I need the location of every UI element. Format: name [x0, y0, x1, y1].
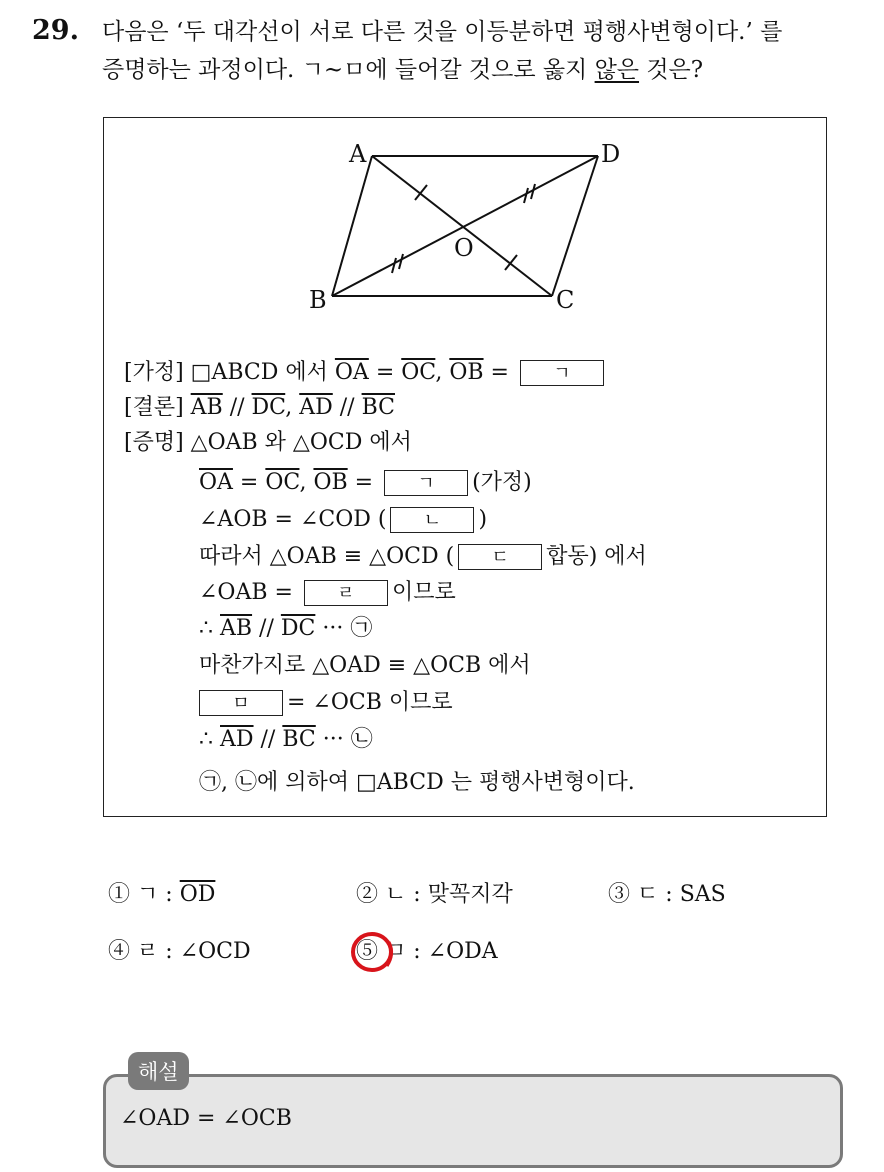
blank-rieul: ㄹ [304, 580, 388, 606]
conclusion-label: [결론] [124, 395, 184, 420]
option-symbol: ㄱ : [137, 882, 173, 907]
proof-step-2 [199, 505, 487, 535]
proof-intro: △OAB 와 △OCD 에서 [190, 430, 412, 455]
segment-oa: $\overline{OA}$ [199, 470, 233, 495]
step-text: ㉠, ㉡에 의하여 □ABCD 는 평행사변형이다. [199, 770, 635, 795]
segment-bc: $\overline{BC}$ [361, 395, 395, 420]
option-symbol: ㄹ : [137, 939, 173, 964]
segment-dc: $\overline{DC}$ [280, 616, 316, 641]
equals: = [232, 470, 266, 495]
tick-bo-1 [392, 258, 396, 273]
solution-tag: 해설 [128, 1052, 189, 1090]
option-number: ⑤ [356, 939, 379, 964]
side-ba [332, 156, 372, 296]
question-text-end: 것은? [639, 57, 704, 83]
equals: = [483, 360, 516, 385]
solution-text: ∠OAD = ∠OCB [120, 1106, 292, 1131]
vertex-b: B [309, 286, 327, 314]
segment-ab: $\overline{AB}$ [220, 616, 253, 641]
option-value: ∠OCD [179, 939, 251, 964]
vertex-a: A [349, 140, 367, 168]
question-text: 증명하는 과정이다. ㄱ~ㅁ에 들어갈 것으로 옳지 [102, 57, 595, 83]
segment-dc: $\overline{DC}$ [251, 395, 286, 420]
segment-oa: $\overline{OA}$ [334, 360, 369, 385]
vertex-d: D [601, 140, 621, 168]
step-close: ) [478, 507, 488, 532]
proof-step-1 [199, 468, 532, 498]
option-value: ∠ODA [427, 939, 498, 964]
comma: , [299, 470, 314, 495]
segment-ad: $\overline{AD}$ [299, 395, 333, 420]
question-number: 29. [32, 15, 79, 46]
step-text: = ∠OCB 이므로 [287, 690, 453, 715]
option-3[interactable] [608, 880, 726, 910]
blank-mieum: ㅁ [199, 690, 283, 716]
question-line-1: 다음은 ‘두 대각선이 서로 다른 것을 이등분하면 평행사변형이다.’ 를 [102, 19, 783, 45]
step-end: ··· ㉡ [315, 727, 373, 752]
segment-bc: $\overline{BC}$ [282, 727, 316, 752]
option-number: ③ [608, 882, 631, 907]
segment-ob: $\overline{OB}$ [449, 360, 484, 385]
option-value: 맞꼭지각 [427, 882, 513, 907]
equals: = [347, 470, 381, 495]
comma: , [285, 395, 300, 420]
diagonal-ac [372, 156, 552, 296]
parallelogram-figure [104, 118, 828, 348]
answer-circle-mark [349, 928, 399, 976]
hypothesis-label: [가정] [124, 360, 184, 385]
proof-intro-line [124, 428, 412, 458]
blank-digeut: ㄷ [458, 544, 542, 570]
option-4[interactable] [108, 937, 251, 967]
equals: = [368, 360, 402, 385]
parallel: // [222, 395, 252, 420]
step-close: 이므로 [391, 580, 456, 605]
hypothesis-line [124, 358, 608, 388]
proof-step-5 [199, 614, 372, 644]
proof-step-6 [199, 651, 531, 681]
segment-oc: $\overline{OC}$ [265, 470, 300, 495]
underlined-word: 않은 [594, 57, 640, 83]
step-text: 따라서 △OAB ≡ △OCD ( [199, 544, 455, 569]
option-2[interactable] [356, 880, 513, 910]
proof-step-4 [199, 578, 456, 608]
proof-step-7 [199, 688, 453, 718]
proof-step-8 [199, 725, 373, 755]
segment-ab: $\overline{AB}$ [190, 395, 223, 420]
vertex-o: O [454, 234, 474, 262]
option-value: $\overline{OD}$ [179, 882, 216, 907]
proof-conclusion [199, 768, 635, 798]
conclusion-line [124, 393, 395, 423]
option-number: ② [356, 882, 379, 907]
step-close: 합동) 에서 [546, 544, 647, 569]
parallel: // [253, 727, 283, 752]
vertex-c: C [556, 286, 575, 314]
hypothesis-text: □ABCD 에서 [190, 360, 335, 385]
segment-oc: $\overline{OC}$ [401, 360, 436, 385]
segment-ob: $\overline{OB}$ [313, 470, 348, 495]
step-text: ∠AOB = ∠COD ( [199, 507, 387, 532]
therefore: ∴ [199, 727, 220, 752]
proof-step-3 [199, 542, 647, 572]
proof-label: [증명] [124, 430, 184, 455]
option-symbol: ㄷ : [637, 882, 673, 907]
parallel: // [252, 616, 281, 641]
step-end: ··· ㉠ [315, 616, 373, 641]
proof-box [103, 117, 827, 817]
option-number: ① [108, 882, 131, 907]
blank-giyeok: ㄱ [520, 360, 604, 386]
option-value: SAS [679, 882, 726, 907]
segment-ad: $\overline{AD}$ [220, 727, 254, 752]
step-text: ∠OAB = [199, 580, 300, 605]
option-1[interactable] [108, 880, 215, 910]
question-line-2 [102, 55, 703, 85]
blank-giyeok: ㄱ [384, 470, 468, 496]
parallel: // [332, 395, 362, 420]
option-symbol: ㄴ : [385, 882, 421, 907]
option-number: ④ [108, 939, 131, 964]
reason: (가정) [472, 470, 532, 495]
step-text: 마찬가지로 △OAD ≡ △OCB 에서 [199, 653, 531, 678]
option-symbol: ㅁ : [385, 939, 421, 964]
comma: , [435, 360, 450, 385]
therefore: ∴ [199, 616, 220, 641]
blank-nieun: ㄴ [390, 507, 474, 533]
